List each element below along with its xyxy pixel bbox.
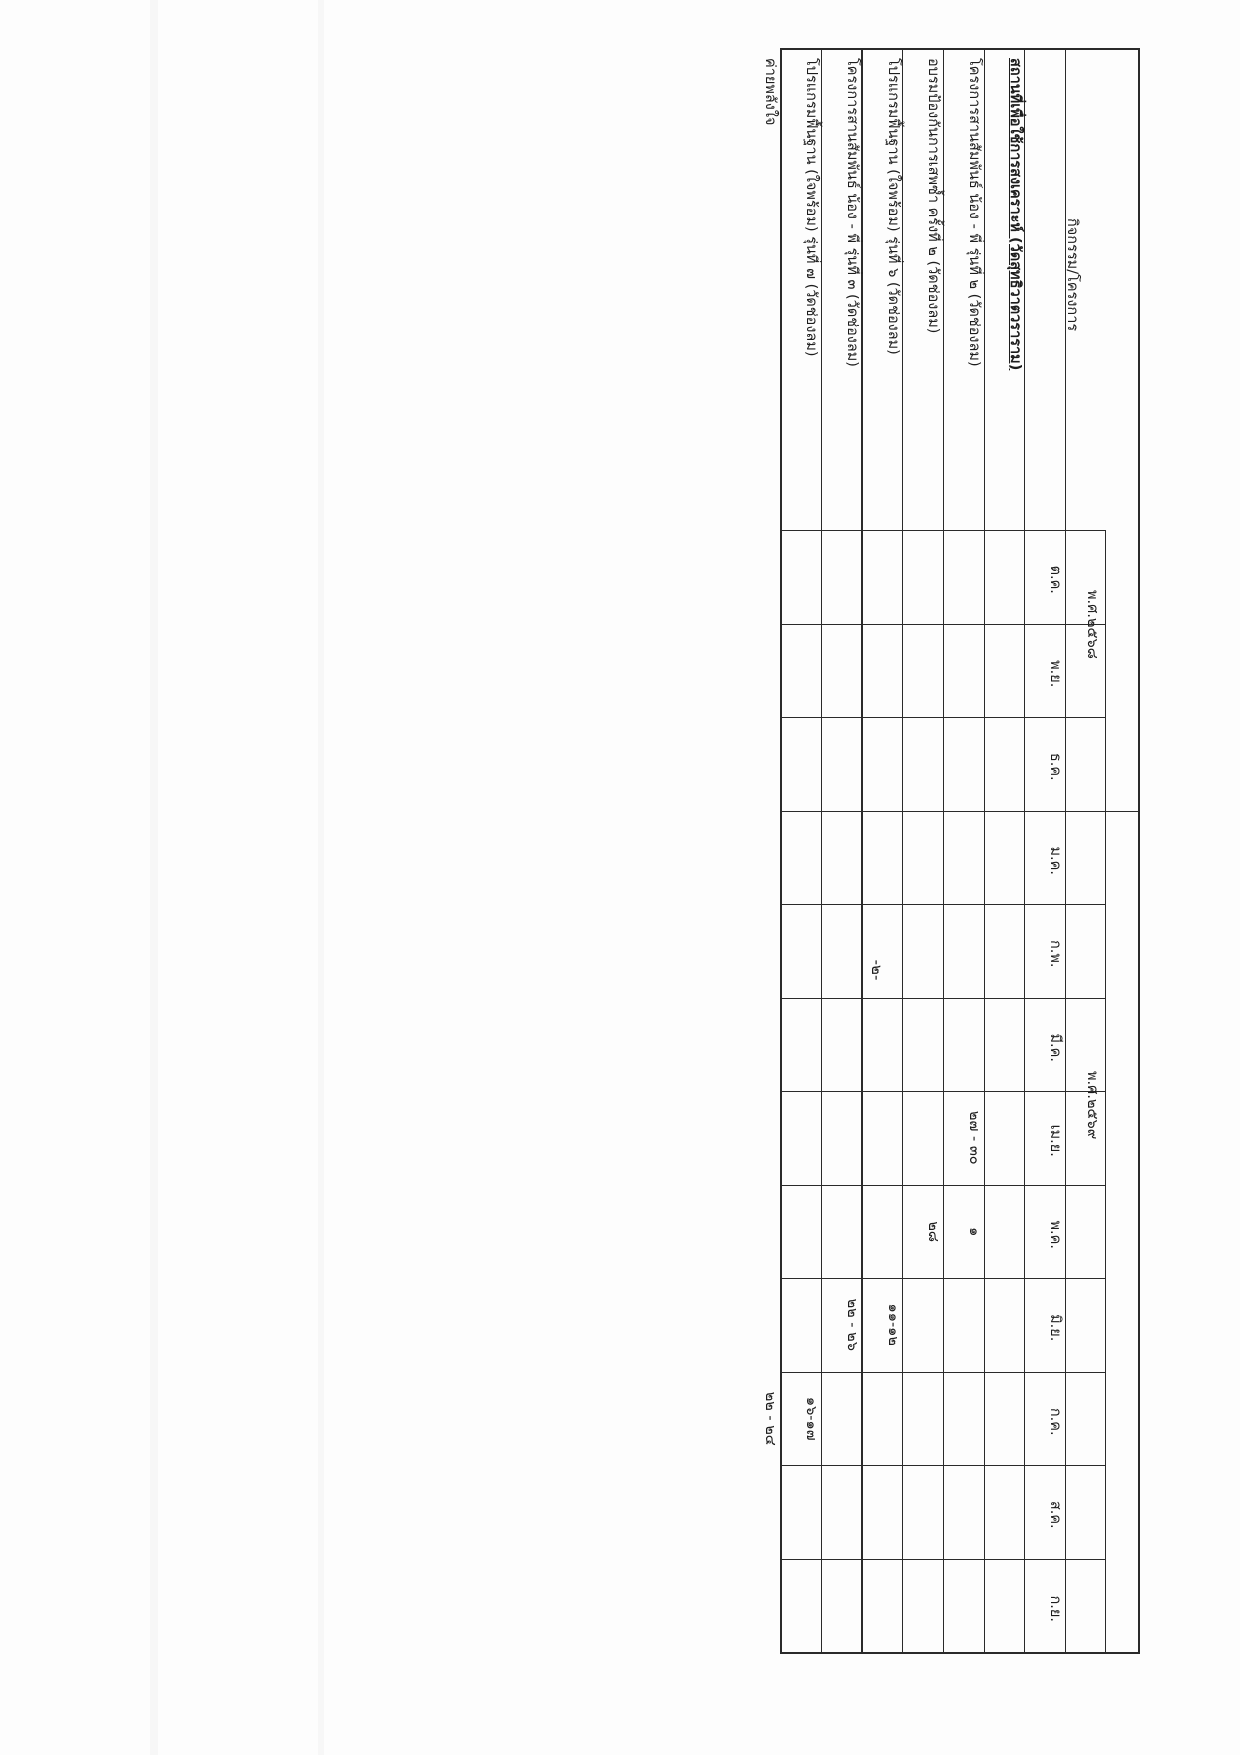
schedule-cell: ๒๒ - ๒๔: [762, 1391, 779, 1446]
activity-name: โครงการสานสัมพันธ์ น้อง - พี่ รุ่นที่ ๒ (วัดช่องลม): [965, 58, 982, 367]
header-year-2569: พ.ศ.๒๕๖๙: [1083, 1070, 1100, 1139]
section-title: สถานที่เพื่อใช้การสงเคราะห์ (วัดสุทธิวาตวราราม): [1006, 58, 1023, 371]
month-header: มิ.ย.: [1047, 1314, 1063, 1342]
month-header: ธ.ค.: [1047, 752, 1063, 781]
activity-name: ค่ายพลังใจ: [762, 58, 779, 126]
month-header: เม.ย.: [1047, 1124, 1063, 1157]
schedule-cell: ๑๖-๑๗: [803, 1396, 820, 1441]
activity-name: โปรแกรมฟื้นฐาน (ใจพร้อม) รุ่นที่ ๖ (วัดช่องลม): [884, 58, 901, 355]
year-divider: [1105, 811, 1138, 812]
schedule-cell: ๒๒ - ๒๖: [843, 1298, 860, 1351]
activity-name: อบรมป้องกันการเสพซ้ำ ครั้งที่ ๒ (วัดช่องลม): [925, 58, 942, 334]
activity-name: โปรแกรมฟื้นฐาน (ใจพร้อม) รุ่นที่ ๗ (วัดช่องลม): [803, 58, 820, 357]
schedule-cell: ๒๗ - ๓๐: [965, 1110, 982, 1165]
month-header: พ.ย.: [1047, 659, 1063, 687]
schedule-cell: ๒๘: [925, 1220, 942, 1242]
schedule-cell: ๑: [965, 1226, 982, 1236]
header-year-2568: พ.ศ.๒๕๖๘: [1083, 590, 1100, 659]
month-header: ส.ค.: [1047, 1500, 1063, 1529]
schedule-cell: ๑๑-๑๒: [884, 1303, 901, 1346]
month-header: ก.ย.: [1047, 1595, 1063, 1622]
table-border: [1138, 48, 1140, 1652]
month-header: มี.ค.: [1047, 1033, 1063, 1062]
month-header: ม.ค.: [1047, 846, 1063, 875]
month-header: พ.ค.: [1047, 1220, 1063, 1249]
month-header: ก.พ.: [1047, 939, 1063, 968]
table-border: [780, 48, 1138, 50]
header-activity: กิจกรรม/โครงการ: [1063, 218, 1080, 332]
month-header: ต.ค.: [1047, 565, 1063, 594]
month-header: ก.ค.: [1047, 1407, 1063, 1436]
month-column-line: [780, 1652, 1105, 1653]
page-number: -๒-: [868, 959, 886, 981]
activity-name: โครงการสานสัมพันธ์ น้อง - พี่ รุ่นที่ ๓ (วัดช่องลม): [843, 58, 860, 367]
